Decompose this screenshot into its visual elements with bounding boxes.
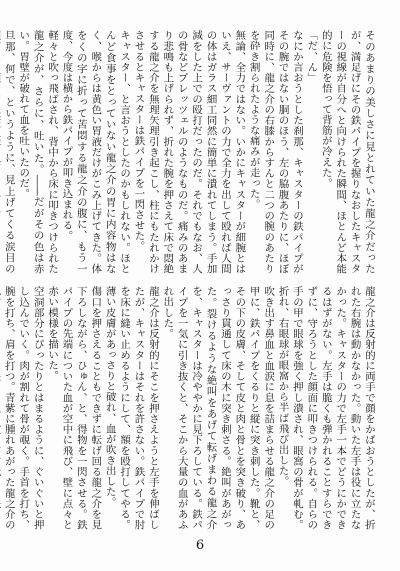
upper-text-block (2, 30, 376, 274)
paragraph: 旦那、何で、というように、見上げてくる涙目の (2, 30, 15, 274)
paragraph: 龍之介は反射的に両手で顔をかばおうとしたが、折れた右腕は動かなかった。動いた左手は役に立たなかった。キャスターの力で左手一本でどうにかできるはずがない。左手は脆くも弾かれることすらできずに、守ろうとした顔面に叩きつけられる。自らの手の甲で眼球を強く押し潰され、眼窩の骨が軋む。折れ、右眼球が眼窩から半ば飛び出した。 (276, 286, 375, 530)
paragraph: 軽々と吹っ飛ばされ、背中から床に叩きつけられた龍之介が、さらに、吐いた。――だがその色は赤い。胃壁が破れて血を吐いたのだ。 (17, 30, 59, 274)
paragraph: キャスター、と言おうとしたのかもしれない。ほとんど食事をとっていない龍之介の胃に内容物はなく、喉からは黄色い胃液だけがこみ上げてきた。体をくの字に折って苦悶する龍之介の腹に、もう一度、今度は横から鉄パイプが叩き込まれる。 (60, 30, 131, 274)
paragraph: 空洞部分にぴったりとはまるように、ぐいぐいと押し込んでいく。肉が割れて骨が覗く。手首を打ち、腕を打ち、肩を打つ。青紫に腫れあがった龍之介の (2, 286, 44, 530)
paragraph: 傷口を押さえることもできずに転げ回る龍之介を見下ろしながら、ひゅん、と、得物を一閃させる。鉄パイプの先端についた血が空中に飛び、壁に点々と赤い模様を描いた。 (46, 286, 102, 530)
paragraph: 吹き出す鼻血と血涙に息を詰まらせる龍之介の足の甲に、鉄パイプをくるりと縦に突き刺した。靴と、その下の皮膚、そして皮と肉と骨とを突き破り、あっさり貫通して床の木に突き刺さる。絶叫があがった。裂けるような絶叫をあげて転げまわる龍之介を、キャスターは冷ややかに見下ろしている。鉄パイプを一気に引き抜くと、そこから大量の血があふれ出した。 (161, 286, 275, 530)
paragraph: なにか言おうとした刹那、キャスターの鉄パイプがその腕ではない胴のほう、左の脇腹あたりに、ほぼ同時に、龍之介の右膝からすんと二つの腕のあたりを砕き割られたような痛みが走った。 (247, 30, 303, 274)
paragraph: 無論、全力ではない。いかにキャスターが細腕とはいえ、サーヴァントの力で全力を出して殴れば人間の体はガラス細工同然に簡単に潰れてしまう。手加減をした上での殴打だったのだ。それでもなお、人の骨などプレッツェルのようなものだ。痛みのあまり悲鳴も上げられず、折れた腕を押さえて床で悶絶する龍之介を無理矢理引き起こし、柱にもたれかけさせるとキャスターは鉄パイプを一閃させた。 (132, 30, 246, 274)
lower-text-block (2, 286, 376, 530)
paragraph: そのあまりの美しさに見とれていた龍之介だったが、満足げにその鉄パイプを握りなおしたキャスターの視線が自分へと向けられた瞬間、ほとんど本能的に危険を悟って背筋が冷えた。 (319, 30, 375, 274)
paragraph: 龍之介は反射的にそこを押さえようと左手を伸ばしたが、キャスターはそれを許さない。鉄パイプで肘を床に縫い止めるようにして、額を殴打してやる。薄い皮膚があっさりと破れ、血が吹き出した。 (103, 286, 159, 530)
paragraph: 「だ、ん」 (305, 30, 318, 83)
page-number: 6 (195, 538, 205, 553)
